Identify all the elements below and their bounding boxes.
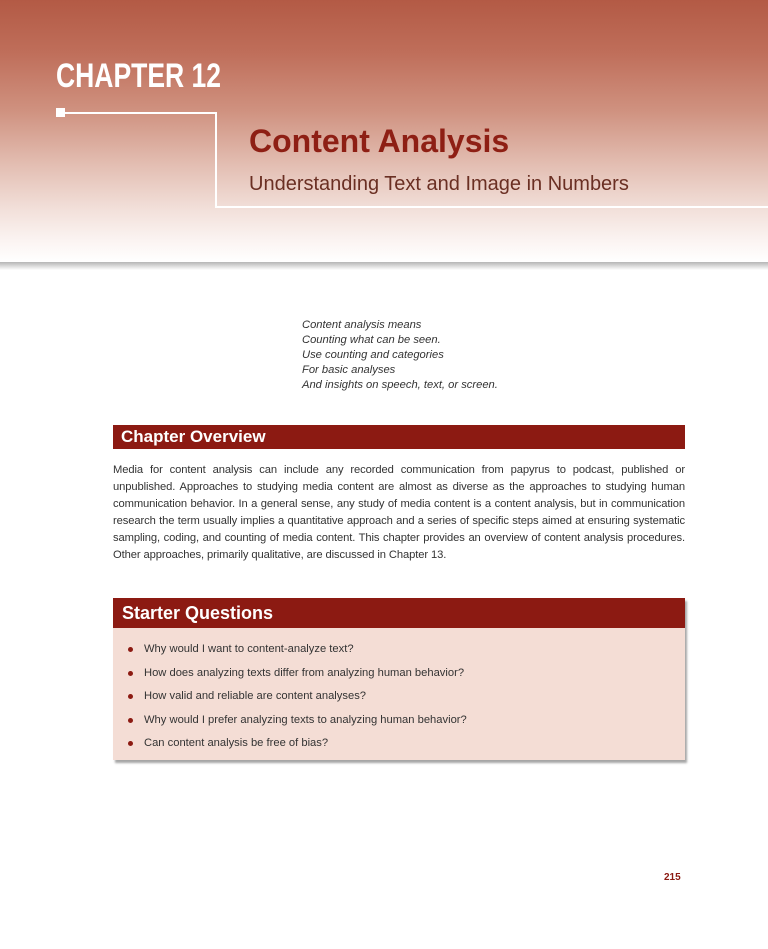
bullet-icon — [128, 694, 133, 699]
epigraph-line: Use counting and categories — [302, 349, 444, 361]
starter-questions-heading-bar — [113, 598, 685, 628]
overview-paragraph: Media for content analysis can include any recorded communication from papyrus to podcast, published or unpublished. Approaches to studying media content are almost as diverse as the approaches to studying human communication behavior. In a general sense, any study of media content is a content analysis, but in communication research the term usually implies a quantitative approach and a series of specific steps aimed at ensuring systematic sampling, coding, and counting of media content. This chapter provides an overview of content analysis procedures. Other approaches, primarily qualitative, are discussed in Chapter 13. — [113, 464, 685, 561]
list-item — [127, 709, 467, 733]
header-shadow — [0, 262, 768, 270]
epigraph-line: Content analysis means — [302, 319, 422, 331]
overview-heading: Chapter Overview — [121, 427, 266, 446]
starter-questions-heading: Starter Questions — [122, 603, 274, 623]
epigraph-line: For basic analyses — [302, 364, 396, 376]
chapter-title: Content Analysis — [249, 123, 510, 159]
list-item — [127, 662, 467, 686]
question-text: Why would I want to content-analyze text? — [144, 643, 354, 655]
chapter-subtitle: Understanding Text and Image in Numbers — [249, 173, 629, 195]
epigraph-line: And insights on speech, text, or screen. — [302, 379, 498, 391]
epigraph-line: Counting what can be seen. — [302, 334, 441, 346]
bullet-icon — [128, 671, 133, 676]
header-rule-vertical — [215, 112, 217, 208]
overview-heading-bar — [113, 425, 685, 449]
question-text: How valid and reliable are content analyses? — [144, 690, 367, 702]
list-item — [127, 732, 467, 756]
list-item — [127, 685, 467, 709]
question-text: Can content analysis be free of bias? — [144, 737, 329, 749]
question-text: Why would I prefer analyzing texts to analyzing human behavior? — [144, 713, 467, 726]
starter-questions-box — [113, 598, 685, 760]
bullet-icon — [128, 718, 133, 723]
question-text: How does analyzing texts differ from analyzing human behavior? — [144, 666, 465, 679]
starter-questions-list — [127, 638, 467, 756]
page-number: 215 — [664, 872, 681, 883]
list-item — [127, 638, 467, 662]
epigraph — [302, 318, 498, 393]
header-rule-bottom — [215, 206, 768, 208]
header-rule-left — [64, 112, 217, 114]
bullet-icon — [128, 741, 133, 746]
bullet-icon — [128, 647, 133, 652]
chapter-label: CHAPTER 12 — [56, 57, 222, 95]
